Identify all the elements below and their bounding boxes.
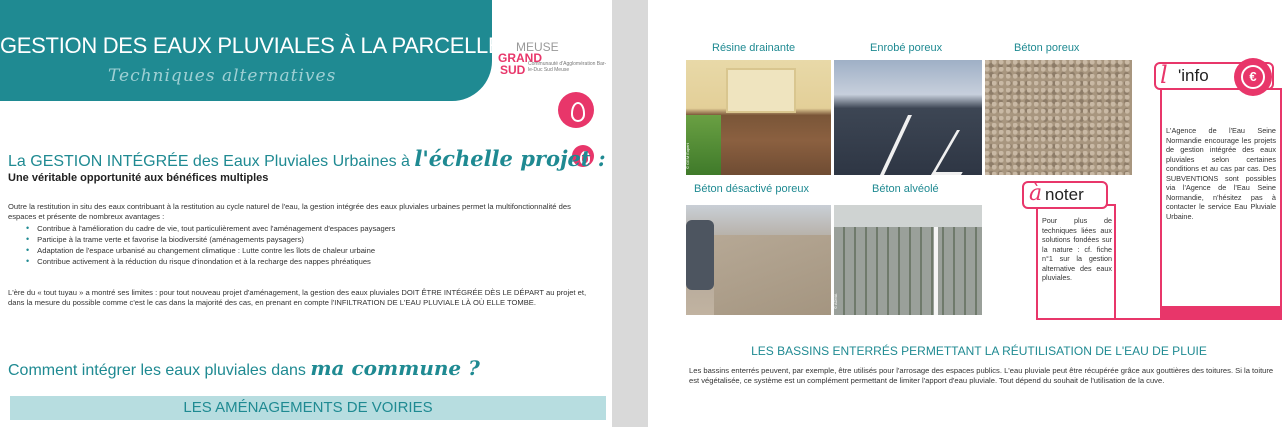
list-item: • Adaptation de l'espace urbanisé au changement climatique : Lutte contre les îlots de chaleur urbaine: [26, 245, 596, 256]
water-drop-icon: [558, 92, 594, 128]
photo-caption: Enrobé poreux: [870, 42, 943, 54]
beton-desactive-poreux-photo: [686, 205, 831, 315]
subheading: Une véritable opportunité aux bénéfices multiples: [8, 172, 269, 184]
noter-title-text: noter: [1045, 185, 1084, 204]
list-item: • Contribue à l'amélioration du cadre de vie, tout particulièrement avec l'aménagement d'espaces paysagers: [26, 223, 596, 234]
integration-heading-script: l'échelle projet :: [414, 146, 606, 171]
noter-title-letter: à: [1029, 181, 1043, 206]
bassins-heading: LES BASSINS ENTERRÉS PERMETTANT LA RÉUTILISATION DE L'EAU DE PLUIE: [751, 344, 1207, 358]
commune-heading: [8, 356, 480, 380]
page-subtitle: Techniques alternatives: [108, 66, 337, 86]
info-box-text: L'Agence de l'Eau Seine Normandie encourage les projets de gestion intégrée des eaux pluviales selon certaines conditions et au cas par cas. Des SUBVENTIONS sont possibles via l'Agence de l'Eau Seine Normandie, n'hésitez pas à contacter le service Eau Pluviale Urbaine.: [1166, 126, 1276, 221]
photo-caption: Résine drainante: [712, 42, 796, 54]
info-title-letter: l: [1160, 61, 1168, 89]
beton-poreux-photo: [985, 60, 1132, 175]
beton-alveole-photo: [834, 205, 982, 315]
benefits-list: [26, 223, 596, 267]
tout-tuyau-paragraph: L'ère du « tout tuyau » a montré ses limites : pour tout nouveau projet d'aménagement, la gestion des eaux pluviales DOIT ÊTRE INTÉGRÉE DÈS LE DÉPART au projet et, dans la mesure du possible comme c'est le cas dans la majorité des cas, en prenant en compte l'INFILTRATION DE L'EAU PLUVIALE LÀ OÙ ELLE TOMBE.: [8, 288, 587, 307]
photo-caption: Béton poreux: [1014, 42, 1080, 54]
noter-box-title: [1022, 181, 1108, 209]
logo-line-2: GRAND: [498, 51, 542, 65]
photo-caption: Béton alvéolé: [872, 183, 939, 195]
info-title-text: 'info: [1178, 66, 1209, 85]
photo-credit: © ADMA: [833, 293, 838, 309]
section-bar-voiries: LES AMÉNAGEMENTS DE VOIRIES: [10, 396, 606, 420]
connector-line: [1116, 318, 1160, 320]
bassins-paragraph: Les bassins enterrés peuvent, par exemple, être utilisés pour l'arrosage des espaces publics. L'eau pluviale peut être récupérée grâce aux gouttières des toitures. Si la toiture est végétalisée, ce système est un complément permettant de limiter l'apport d'eau pluviale. Tout dépend du souhait de l'utilisation de la cuve.: [689, 366, 1274, 385]
resine-drainante-photo: [686, 60, 831, 175]
decorative-drops-band: [1160, 306, 1282, 320]
title-banner: [0, 0, 503, 101]
logo-line-1: MEUSE: [516, 40, 559, 54]
meuse-grand-sud-logo: [498, 40, 613, 85]
logo-line-3: SUD: [500, 63, 526, 77]
list-item: • Contribue activement à la réduction du risque d'inondation et à la recharge des nappes phréatiques: [26, 256, 596, 267]
logo-tagline: Communauté d'Agglomération Bar-le-Duc Sud Meuse: [528, 61, 607, 73]
euro-symbol: €: [1241, 65, 1265, 89]
noter-box-text: Pour plus de techniques liées aux solutions fondées sur la nature : cf. fiche n°1 sur la gestion alternative des eaux pluviales.: [1042, 216, 1112, 282]
integration-heading: [8, 146, 606, 171]
list-item: • Participe à la trame verte et favorise la biodiversité (aménagements paysagers): [26, 234, 596, 245]
photo-credit: © GEM Expert: [685, 143, 690, 169]
intro-paragraph: Outre la restitution in situ des eaux contribuant à la restitution au cycle naturel de l'eau, la gestion intégrée des eaux pluviales urbaines permet la multifonctionnalité des espaces et présente de nombreux avantages :: [8, 202, 571, 221]
commune-heading-text: Comment intégrer les eaux pluviales dans: [8, 362, 306, 379]
commune-heading-script: ma commune ?: [310, 356, 480, 380]
left-page: [0, 0, 612, 427]
photo-caption: Béton désactivé poreux: [694, 183, 809, 195]
enrobe-poreux-photo: [834, 60, 982, 175]
integration-heading-text: La GESTION INTÉGRÉE des Eaux Pluviales Urbaines à: [8, 153, 410, 170]
page-title: GESTION DES EAUX PLUVIALES À LA PARCELLE: [0, 33, 503, 58]
euro-icon: [1234, 58, 1272, 96]
